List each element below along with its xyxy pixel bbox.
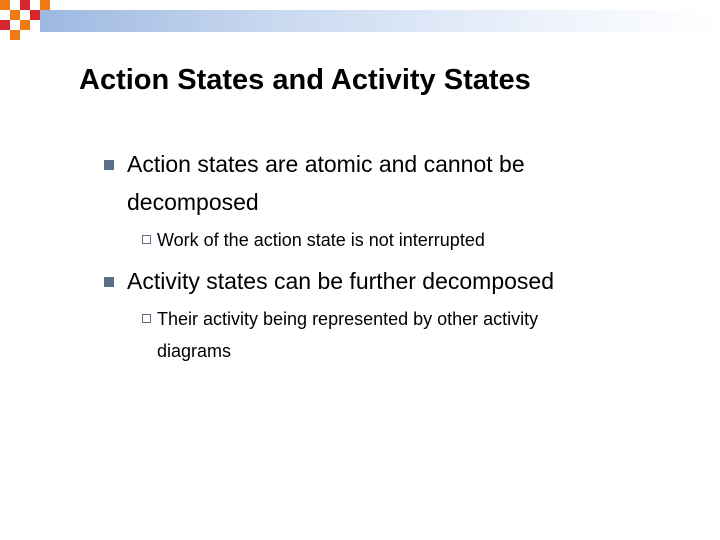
bullet-text: Action states are atomic and cannot be <box>127 151 525 177</box>
hollow-square-icon <box>142 235 151 244</box>
sub-bullet-text: Work of the action state is not interrupted <box>157 230 485 250</box>
bullet-text: Activity states can be further decomposed <box>127 268 554 294</box>
bullet-square-icon <box>104 277 114 287</box>
top-decoration-bar <box>40 10 720 32</box>
slide-title: Action States and Activity States <box>79 64 531 96</box>
sub-bullet-text: Their activity being represented by other activity <box>157 309 539 329</box>
checker-logo <box>0 0 60 48</box>
bullet-text: decomposed <box>127 189 259 215</box>
sub-bullet-text: diagrams <box>157 341 232 361</box>
hollow-square-icon <box>142 314 151 323</box>
bullet-square-icon <box>104 160 114 170</box>
